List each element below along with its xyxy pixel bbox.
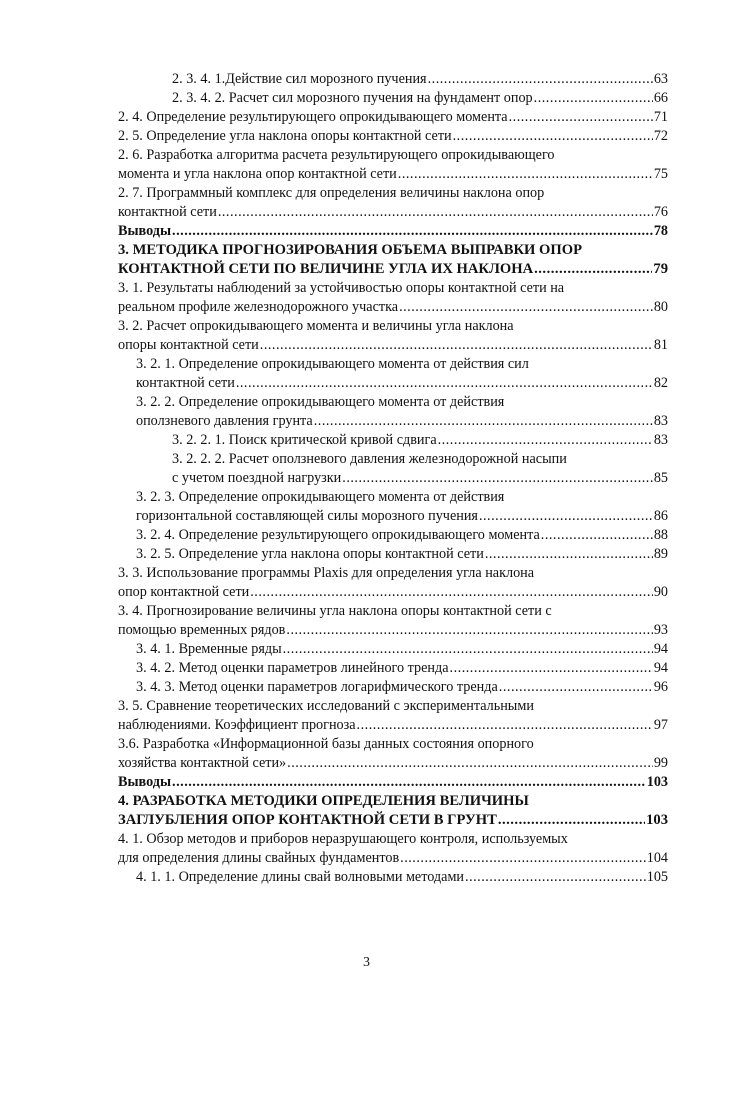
toc-entry[interactable] bbox=[118, 659, 668, 678]
toc-entry-page: 103 bbox=[646, 774, 668, 790]
toc-entry-title-line: 2. 6. Разработка алгоритма расчета результирующего опрокидывающего bbox=[118, 147, 555, 163]
dot-leader bbox=[428, 70, 653, 89]
toc-entry-title: наблюдениями. Коэффициент прогноза bbox=[118, 717, 356, 733]
toc-entry-page: 86 bbox=[653, 508, 668, 524]
toc-entry-page: 105 bbox=[646, 869, 668, 885]
toc-entry-page: 97 bbox=[653, 717, 668, 733]
toc-entry-title: Выводы bbox=[118, 774, 172, 790]
toc-entry[interactable] bbox=[118, 488, 668, 526]
toc-entry-page: 104 bbox=[646, 850, 668, 866]
toc-entry-page: 103 bbox=[646, 812, 668, 828]
toc-entry[interactable] bbox=[118, 526, 668, 545]
toc-entry[interactable] bbox=[118, 222, 668, 241]
dot-leader bbox=[172, 222, 653, 241]
toc-entry-page: 66 bbox=[653, 90, 668, 106]
toc-entry[interactable] bbox=[118, 241, 668, 279]
dot-leader bbox=[450, 659, 653, 678]
toc-entry-title: контактной сети bbox=[118, 204, 217, 220]
dot-leader bbox=[534, 260, 652, 279]
toc-entry-title-line: 4. 1. Обзор методов и приборов неразрушающего контроля, используемых bbox=[118, 831, 568, 847]
toc-entry[interactable] bbox=[118, 697, 668, 735]
dot-leader bbox=[314, 412, 653, 431]
toc-entry-title: 2. 3. 4. 1.Действие сил морозного пучения bbox=[172, 71, 427, 87]
toc-entry[interactable] bbox=[118, 184, 668, 222]
toc-entry[interactable] bbox=[118, 678, 668, 697]
toc-entry-title: 3. 4. 2. Метод оценки параметров линейного тренда bbox=[136, 660, 449, 676]
toc-entry-page: 90 bbox=[653, 584, 668, 600]
toc-entry[interactable] bbox=[118, 317, 668, 355]
toc-entry-title: Выводы bbox=[118, 223, 172, 239]
toc-entry-title: 3. 2. 4. Определение результирующего опрокидывающего момента bbox=[136, 527, 540, 543]
toc-entry[interactable] bbox=[118, 564, 668, 602]
toc-entry-page: 83 bbox=[653, 432, 668, 448]
toc-entry[interactable] bbox=[118, 70, 668, 89]
toc-entry-title: оползневого давления грунта bbox=[136, 413, 313, 429]
toc-entry[interactable] bbox=[118, 431, 668, 450]
toc-entry-title: реальном профиле железнодорожного участка bbox=[118, 299, 399, 315]
dot-leader bbox=[250, 583, 653, 602]
toc-entry-title: 2. 4. Определение результирующего опрокидывающего момента bbox=[118, 109, 508, 125]
dot-leader bbox=[534, 89, 653, 108]
toc-entry-title: ЗАГЛУБЛЕНИЯ ОПОР КОНТАКТНОЙ СЕТИ В ГРУНТ bbox=[118, 812, 497, 828]
toc-entry[interactable] bbox=[118, 868, 668, 887]
dot-leader bbox=[541, 526, 653, 545]
toc-entry-title-line: 3.6. Разработка «Информационной базы данных состояния опорного bbox=[118, 736, 534, 752]
toc-entry-page: 89 bbox=[653, 546, 668, 562]
toc-entry-title: опор контактной сети bbox=[118, 584, 250, 600]
toc-entry-title-line: 3. 2. 3. Определение опрокидывающего момента от действия bbox=[136, 489, 505, 505]
toc-entry-title-line: 3. 1. Результаты наблюдений за устойчивостью опоры контактной сети на bbox=[118, 280, 565, 296]
toc-entry-page: 94 bbox=[653, 641, 668, 657]
toc-entry-title: КОНТАКТНОЙ СЕТИ ПО ВЕЛИЧИНЕ УГЛА ИХ НАКЛОНА bbox=[118, 261, 534, 277]
dot-leader bbox=[400, 849, 646, 868]
table-of-contents bbox=[118, 70, 668, 887]
toc-entry[interactable] bbox=[118, 773, 668, 792]
toc-entry-title-line: 3. 2. 1. Определение опрокидывающего момента от действия сил bbox=[136, 356, 529, 372]
toc-entry-title: момента и угла наклона опор контактной сети bbox=[118, 166, 397, 182]
dot-leader bbox=[172, 773, 646, 792]
toc-entry[interactable] bbox=[118, 127, 668, 146]
toc-entry[interactable] bbox=[118, 450, 668, 488]
dot-leader bbox=[498, 811, 645, 830]
dot-leader bbox=[509, 108, 653, 127]
dot-leader bbox=[453, 127, 653, 146]
dot-leader bbox=[465, 868, 646, 887]
toc-entry-title-line: 4. РАЗРАБОТКА МЕТОДИКИ ОПРЕДЕЛЕНИЯ ВЕЛИЧИНЫ bbox=[118, 793, 529, 809]
toc-entry-page: 78 bbox=[653, 223, 668, 239]
toc-entry[interactable] bbox=[118, 602, 668, 640]
page-number: 3 bbox=[363, 955, 370, 970]
toc-entry[interactable] bbox=[118, 792, 668, 830]
toc-entry-title: хозяйства контактной сети» bbox=[118, 755, 287, 771]
toc-entry-page: 63 bbox=[653, 71, 668, 87]
toc-entry-page: 72 bbox=[653, 128, 668, 144]
toc-entry-title-line: 3. 2. 2. 2. Расчет оползневого давления железнодорожной насыпи bbox=[172, 451, 567, 467]
toc-entry-title-line: 3. МЕТОДИКА ПРОГНОЗИРОВАНИЯ ОБЪЕМА ВЫПРАВКИ ОПОР bbox=[118, 242, 583, 258]
toc-entry[interactable] bbox=[118, 393, 668, 431]
toc-entry-page: 94 bbox=[653, 660, 668, 676]
toc-entry[interactable] bbox=[118, 830, 668, 868]
dot-leader bbox=[286, 621, 652, 640]
toc-entry-title: с учетом поездной нагрузки bbox=[172, 470, 342, 486]
toc-entry[interactable] bbox=[118, 355, 668, 393]
toc-entry[interactable] bbox=[118, 545, 668, 564]
toc-entry-page: 76 bbox=[653, 204, 668, 220]
toc-entry-page: 85 bbox=[653, 470, 668, 486]
toc-entry-title: 3. 4. 1. Временные ряды bbox=[136, 641, 282, 657]
dot-leader bbox=[342, 469, 653, 488]
dot-leader bbox=[499, 678, 653, 697]
toc-entry-title: 2. 5. Определение угла наклона опоры контактной сети bbox=[118, 128, 452, 144]
toc-entry-page: 71 bbox=[653, 109, 668, 125]
toc-entry-page: 80 bbox=[653, 299, 668, 315]
toc-entry[interactable] bbox=[118, 108, 668, 127]
toc-entry[interactable] bbox=[118, 146, 668, 184]
toc-entry-title-line: 2. 7. Программный комплекс для определения величины наклона опор bbox=[118, 185, 545, 201]
toc-entry-title: 3. 4. 3. Метод оценки параметров логарифмического тренда bbox=[136, 679, 498, 695]
toc-entry-title-line: 3. 2. Расчет опрокидывающего момента и величины угла наклона bbox=[118, 318, 514, 334]
dot-leader bbox=[287, 754, 653, 773]
toc-entry-title: горизонтальной составляющей силы морозного пучения bbox=[136, 508, 478, 524]
toc-entry-title: 3. 2. 5. Определение угла наклона опоры контактной сети bbox=[136, 546, 484, 562]
toc-entry-page: 88 bbox=[653, 527, 668, 543]
dot-leader bbox=[398, 165, 653, 184]
toc-entry[interactable] bbox=[118, 279, 668, 317]
toc-entry-title: опоры контактной сети bbox=[118, 337, 259, 353]
toc-entry-title-line: 3. 5. Сравнение теоретических исследований с экспериментальными bbox=[118, 698, 534, 714]
dot-leader bbox=[399, 298, 653, 317]
toc-entry-page: 99 bbox=[653, 755, 668, 771]
toc-entry-title: для определения длины свайных фундаментов bbox=[118, 850, 400, 866]
dot-leader bbox=[357, 716, 653, 735]
toc-entry[interactable] bbox=[118, 640, 668, 659]
toc-entry-page: 93 bbox=[653, 622, 668, 638]
toc-entry[interactable] bbox=[118, 735, 668, 773]
toc-entry-title-line: 3. 3. Использование программы Plaxis для определения угла наклона bbox=[118, 565, 535, 581]
toc-entry-page: 96 bbox=[653, 679, 668, 695]
dot-leader bbox=[485, 545, 653, 564]
toc-entry-page: 83 bbox=[653, 413, 668, 429]
dot-leader bbox=[260, 336, 653, 355]
toc-entry-title: 3. 2. 2. 1. Поиск критической кривой сдвига bbox=[172, 432, 437, 448]
toc-entry-page: 79 bbox=[653, 261, 668, 277]
toc-entry-page: 82 bbox=[653, 375, 668, 391]
dot-leader bbox=[218, 203, 653, 222]
toc-entry-title: 2. 3. 4. 2. Расчет сил морозного пучения на фундамент опор bbox=[172, 90, 533, 106]
dot-leader bbox=[438, 431, 653, 450]
dot-leader bbox=[283, 640, 653, 659]
toc-entry[interactable] bbox=[118, 89, 668, 108]
dot-leader bbox=[479, 507, 653, 526]
dot-leader bbox=[236, 374, 653, 393]
toc-entry-title: контактной сети bbox=[136, 375, 235, 391]
toc-entry-title: помощью временных рядов bbox=[118, 622, 286, 638]
toc-entry-title-line: 3. 4. Прогнозирование величины угла наклона опоры контактной сети с bbox=[118, 603, 552, 619]
toc-entry-title: 4. 1. 1. Определение длины свай волновыми методами bbox=[136, 869, 465, 885]
toc-entry-page: 81 bbox=[653, 337, 668, 353]
toc-entry-title-line: 3. 2. 2. Определение опрокидывающего момента от действия bbox=[136, 394, 505, 410]
toc-entry-page: 75 bbox=[653, 166, 668, 182]
